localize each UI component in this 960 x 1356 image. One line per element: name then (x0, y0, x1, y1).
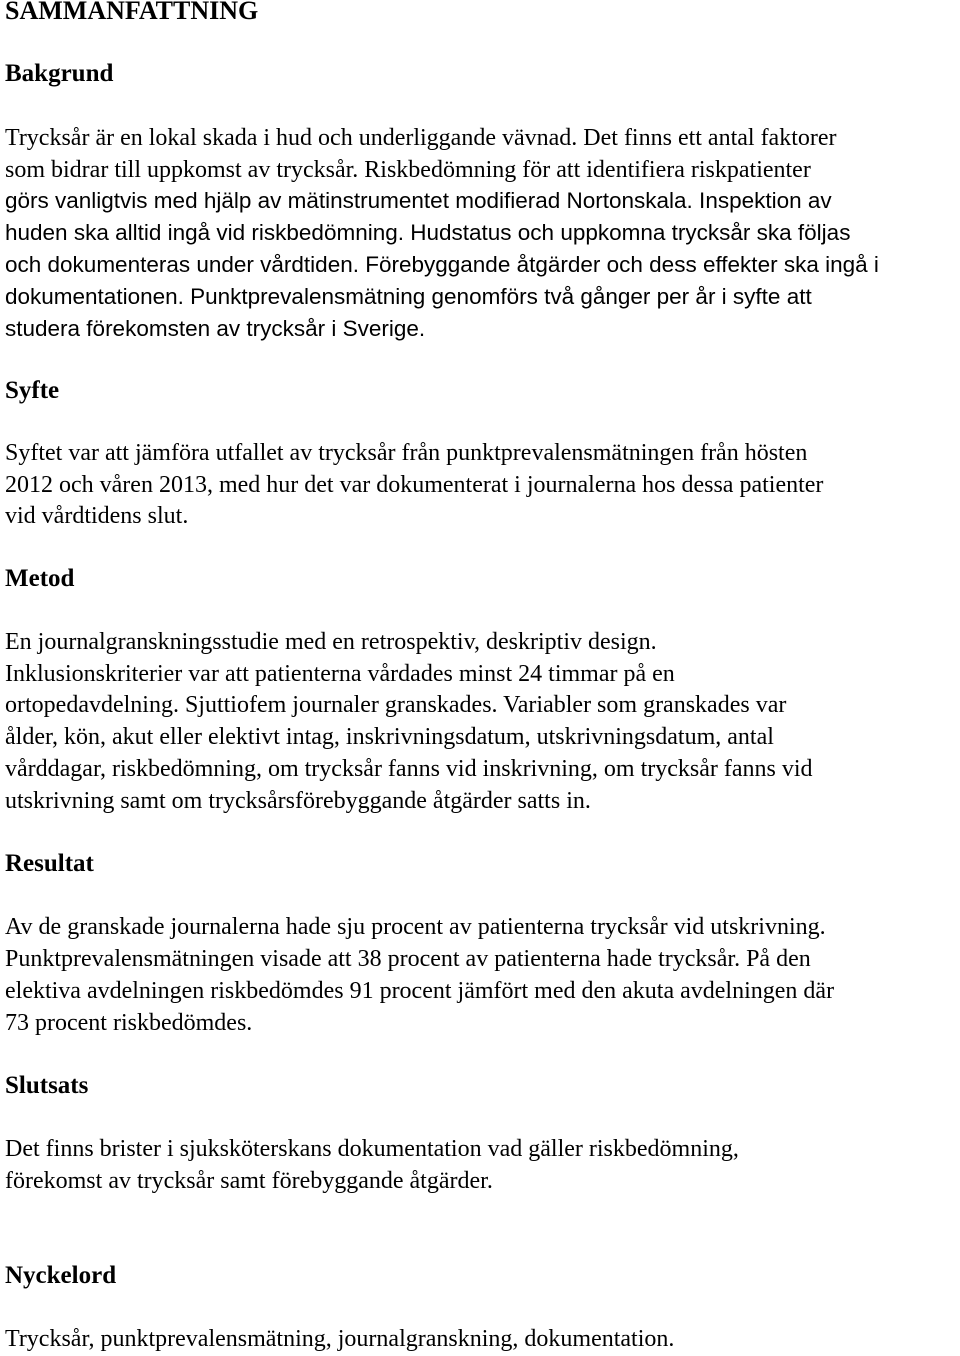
paragraph-line: vid vårdtidens slut. (5, 503, 189, 529)
paragraph-line: Det finns brister i sjuksköterskans dokumentation vad gäller riskbedömning, (5, 1136, 739, 1162)
paragraph-line: 73 procent riskbedömdes. (5, 1010, 253, 1036)
paragraph-line: studera förekomsten av trycksår i Sverige. (5, 316, 426, 341)
paragraph-line: Trycksår är en lokal skada i hud och underliggande vävnad. Det finns ett antal faktorer (5, 125, 837, 151)
paragraph-line: som bidrar till uppkomst av trycksår. Riskbedömning för att identifiera riskpatienter (5, 157, 811, 183)
section-heading-slutsats: Slutsats (5, 1072, 89, 1099)
paragraph-line: och dokumenteras under vårdtiden. Förebyggande åtgärder och dess effekter ska ingå i (5, 252, 879, 277)
paragraph-line: Inklusionskriterier var att patienterna vårdades minst 24 timmar på en (5, 661, 675, 687)
paragraph-line: vårddagar, riskbedömning, om trycksår fanns vid inskrivning, om trycksår fanns vid (5, 756, 813, 782)
paragraph-line: ortopedavdelning. Sjuttiofem journaler granskades. Variabler som granskades var (5, 692, 787, 718)
paragraph-line: elektiva avdelningen riskbedömdes 91 procent jämfört med den akuta avdelningen där (5, 978, 835, 1004)
section-heading-resultat: Resultat (5, 850, 94, 877)
section-heading-bakgrund: Bakgrund (5, 60, 114, 87)
paragraph-line: Syftet var att jämföra utfallet av trycksår från punktprevalensmätningen från hösten (5, 440, 808, 466)
paragraph-line: En journalgranskningsstudie med en retrospektiv, deskriptiv design. (5, 629, 657, 655)
paragraph-line: utskrivning samt om trycksårsförebyggande åtgärder satts in. (5, 788, 591, 814)
section-heading-nyckelord: Nyckelord (5, 1262, 117, 1289)
paragraph-line: förekomst av trycksår samt förebyggande åtgärder. (5, 1168, 493, 1194)
paragraph-line: dokumentationen. Punktprevalensmätning genomförs två gånger per år i syfte att (5, 284, 812, 309)
document-title: SAMMANFATTNING (5, 0, 259, 25)
paragraph-line: Av de granskade journalerna hade sju procent av patienterna trycksår vid utskrivning. (5, 914, 826, 940)
paragraph-line: ålder, kön, akut eller elektivt intag, inskrivningsdatum, utskrivningsdatum, antal (5, 724, 774, 750)
section-heading-syfte: Syfte (5, 377, 60, 404)
paragraph-line: huden ska alltid ingå vid riskbedömning. Hudstatus och uppkomna trycksår ska följas (5, 220, 851, 245)
paragraph-line: görs vanligtvis med hjälp av mätinstrumentet modifierad Nortonskala. Inspektion av (5, 188, 832, 213)
paragraph-line: Punktprevalensmätningen visade att 38 procent av patienterna hade trycksår. På den (5, 946, 811, 972)
paragraph-line: 2012 och våren 2013, med hur det var dokumenterat i journalerna hos dessa patienter (5, 472, 824, 498)
section-heading-metod: Metod (5, 565, 75, 592)
paragraph-line: Trycksår, punktprevalensmätning, journalgranskning, dokumentation. (5, 1326, 675, 1352)
